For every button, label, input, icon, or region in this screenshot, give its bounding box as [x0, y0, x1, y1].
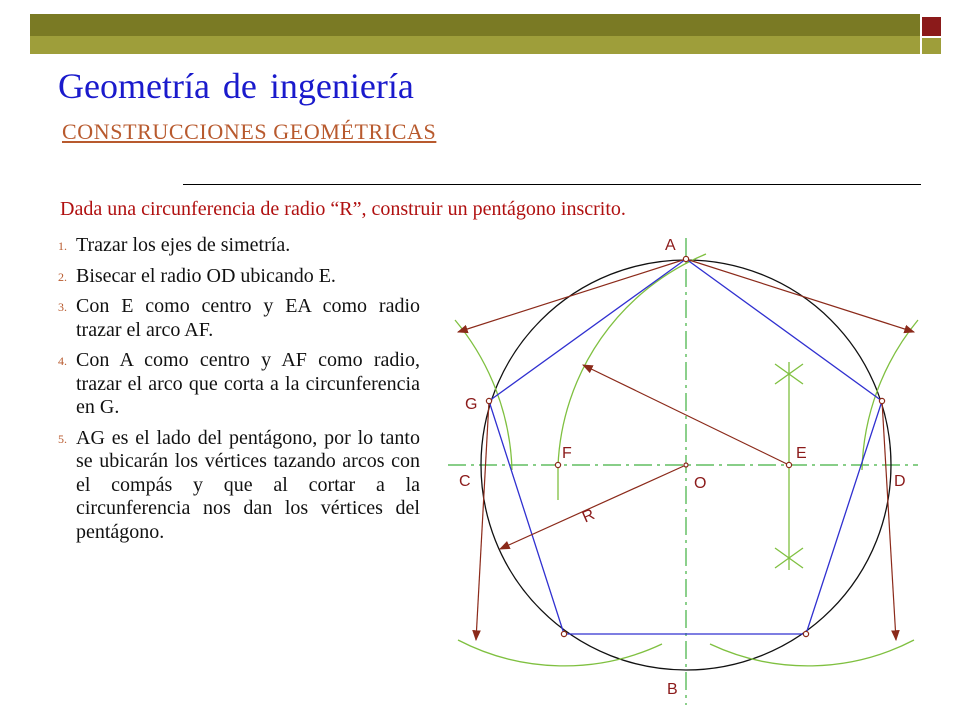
label-r: R — [579, 506, 598, 527]
label-e: E — [796, 445, 807, 462]
label-c: C — [459, 473, 471, 490]
step-number: 1. — [58, 239, 67, 253]
step-item — [58, 295, 420, 342]
top-band-light — [30, 36, 920, 54]
point-vertex-bottom-left — [561, 631, 566, 636]
step-number: 3. — [58, 300, 67, 314]
pentagon-construction-diagram — [440, 228, 920, 713]
slide-title: Geometría de ingeniería — [58, 66, 414, 106]
step-number: 2. — [58, 269, 67, 284]
slide-subtitle[interactable]: CONSTRUCCIONES GEOMÉTRICAS — [62, 119, 437, 144]
top-decorative-bar — [30, 14, 920, 54]
arrow-radius-r — [500, 465, 686, 549]
step-item — [58, 265, 420, 289]
arc-af — [558, 254, 706, 500]
arrow-a-to-left — [458, 259, 686, 332]
steps-list — [58, 234, 420, 551]
point-e — [786, 462, 791, 467]
corner-accent-square-lower — [922, 38, 941, 54]
point-vertex-bottom-right — [803, 631, 808, 636]
label-f: F — [562, 445, 572, 462]
point-a — [683, 256, 688, 261]
point-o — [684, 463, 688, 467]
problem-statement: Dada una circunferencia de radio “R”, construir un pentágono inscrito. — [60, 198, 626, 220]
corner-accent-square — [922, 17, 941, 36]
label-b: B — [667, 681, 678, 698]
label-a: A — [665, 237, 676, 254]
point-f — [555, 462, 560, 467]
label-d: D — [894, 473, 906, 490]
label-o: O — [694, 475, 707, 492]
step-number: 5. — [58, 431, 67, 446]
step-item — [58, 234, 420, 258]
point-vertex-right — [879, 398, 884, 403]
point-g — [486, 398, 491, 403]
step-text: Trazar los ejes de simetría. — [76, 234, 291, 256]
top-band-dark — [30, 14, 920, 36]
arrow-a-to-right — [686, 259, 914, 332]
step-item — [58, 427, 420, 545]
step-text: AG es el lado del pentágono, por lo tanto se ubicarán los vértices tazando arcos con el compás y que al cortar a la circunferencia nos dan los vértices del pentágono. — [76, 426, 420, 543]
divider-line — [183, 184, 921, 185]
step-text: Bisecar el radio OD ubicando E. — [76, 264, 336, 287]
step-number: 4. — [58, 354, 67, 368]
label-g: G — [465, 396, 478, 413]
step-text: Con E como centro y EA como radio trazar el arco AF. — [76, 295, 420, 341]
step-item — [58, 349, 420, 420]
step-text: Con A como centro y AF como radio, trazar el arco que corta a la circunferencia en G. — [76, 349, 420, 418]
